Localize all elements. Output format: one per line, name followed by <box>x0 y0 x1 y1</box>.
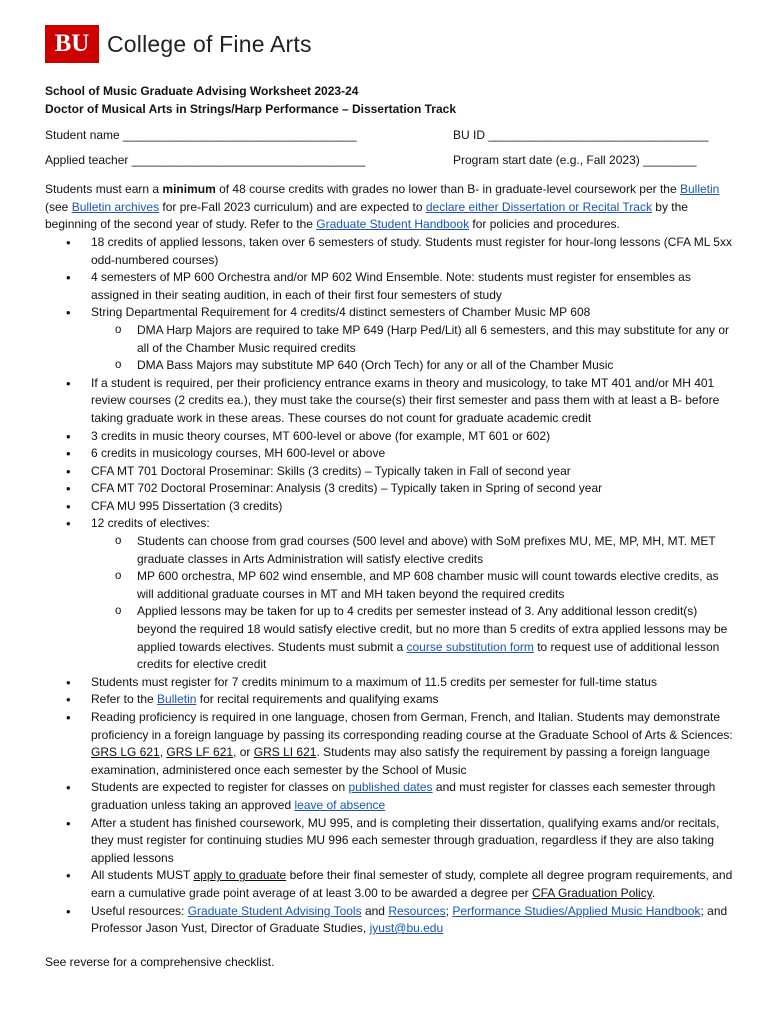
cfa-graduation-policy-link[interactable]: CFA Graduation Policy <box>531 885 652 900</box>
list-item-text: ; <box>445 903 453 918</box>
declare-track-link[interactable]: declare either Dissertation or Recital Track <box>425 199 652 214</box>
graduate-handbook-link[interactable]: Graduate Student Handbook <box>316 217 470 232</box>
list-item-text: , or <box>233 745 254 760</box>
sub-list-item: o MP 600 orchestra, MP 602 wind ensemble, and MP 608 chamber music will count towards elective credits, as will additional graduate courses in MT and MH taken beyond the required credits <box>91 568 735 603</box>
grs-lg-621-link[interactable]: GRS LG 621 <box>91 745 160 760</box>
title-line-1: School of Music Graduate Advising Worksheet 2023-24 <box>45 84 359 98</box>
list-item-text: ; and Professor Jason Yust, Director of Graduate Studies, <box>91 903 728 936</box>
list-item-text: String Departmental Requirement for 4 credits/4 distinct semesters of Chamber Music MP 608 <box>91 305 591 320</box>
list-item-text: Useful resources: <box>91 903 188 918</box>
list-item <box>45 903 735 938</box>
list-item-text: All students MUST <box>91 868 194 883</box>
bulletin-archives-link[interactable]: Bulletin archives <box>71 199 160 214</box>
list-item <box>45 515 735 673</box>
sub-list-item: o Students can choose from grad courses (500 level and above) with SoM prefixes MU, ME, MP, MH, MT. MET graduate classes in Arts Administration will satisfy elective credits <box>91 533 735 568</box>
worksheet-content <box>45 83 735 983</box>
list-item: • CFA MT 701 Doctoral Proseminar: Skills (3 credits) – Typically taken in Fall of second year <box>45 463 735 481</box>
list-item <box>45 304 735 374</box>
course-substitution-link[interactable]: course substitution form <box>406 639 534 654</box>
list-item-text: 12 credits of electives: <box>91 516 210 531</box>
list-item <box>45 779 735 814</box>
advising-tools-link[interactable]: Graduate Student Advising Tools <box>187 903 362 918</box>
list-item <box>45 691 735 709</box>
list-item-text: for recital requirements and qualifying exams <box>196 692 439 707</box>
list-item: • CFA MU 995 Dissertation (3 credits) <box>45 498 735 516</box>
bulletin-recital-link[interactable]: Bulletin <box>157 692 197 707</box>
list-item: • 18 credits of applied lessons, taken over 6 semesters of study. Students must register for hour-long lessons (CFA ML 5xx odd-numbered courses) <box>45 234 735 269</box>
list-item-text: Students are expected to register for classes on <box>91 780 349 795</box>
bu-logo-mark: BU <box>45 25 99 63</box>
student-name-field[interactable]: Student name ___________________________________ <box>45 128 357 143</box>
list-item <box>45 709 735 779</box>
list-item-text: , <box>159 745 167 760</box>
intro-text: (see <box>45 199 72 214</box>
intro-text: Students must earn a <box>45 182 163 197</box>
sub-list <box>91 533 735 674</box>
email-link[interactable]: jyust@bu.edu <box>369 921 444 936</box>
logo-text: College of Fine Arts <box>107 30 312 57</box>
footer-note: See reverse for a comprehensive checklist. <box>45 954 275 969</box>
intro-text: of 48 course credits with grades no lower than B- in graduate-level coursework per the <box>215 182 680 197</box>
list-item: • 4 semesters of MP 600 Orchestra and/or MP 602 Wind Ensemble. Note: students must register for ensembles as assigned in their seating audition, in each of their first four semesters of study <box>45 269 735 304</box>
field-row-1 <box>45 127 735 152</box>
grs-lf-621-link[interactable]: GRS LF 621 <box>166 745 234 760</box>
list-item-text: Refer to the <box>91 692 158 707</box>
bu-cfa-logo <box>45 25 312 63</box>
bu-id-field[interactable]: BU ID _________________________________ <box>453 128 709 143</box>
list-item: • CFA MT 702 Doctoral Proseminar: Analysis (3 credits) – Typically taken in Spring of second year <box>45 480 735 498</box>
title-line-2: Doctor of Musical Arts in Strings/Harp Performance – Dissertation Track <box>45 101 456 116</box>
leave-of-absence-link[interactable]: leave of absence <box>294 797 386 812</box>
list-item-text: Reading proficiency is required in one language, chosen from German, French, and Italian. Students may demonstrate proficiency in a foreign language by passing its corresponding reading course at the Graduate School of Arts & Sciences: <box>91 710 733 742</box>
published-dates-link[interactable]: published dates <box>348 780 433 795</box>
bulletin-link[interactable]: Bulletin <box>680 182 720 197</box>
grs-li-621-link[interactable]: GRS LI 621 <box>253 745 317 760</box>
sub-list-item <box>91 603 735 673</box>
intro-text: for policies and procedures. <box>469 217 620 232</box>
requirements-list <box>45 234 735 938</box>
list-item-text: Applied lessons may be taken for up to 4 credits per semester instead of 3. Any additional lesson credit(s) beyond the required 18 would satisfy elective credit, but no more than 5 credits of extra applied lessons may be applied towards electives. Students must submit a <box>137 604 728 654</box>
list-item-text: before their final semester of study, complete all degree program requirements, and earn a cumulative grade point average of at least 3.00 to be awarded a degree per <box>91 868 733 900</box>
list-item: • 3 credits in music theory courses, MT 600-level or above (for example, MT 601 or 602) <box>45 428 735 446</box>
list-item: • Students must register for 7 credits minimum to a maximum of 11.5 credits per semester for full-time status <box>45 674 735 692</box>
performance-handbook-link[interactable]: Performance Studies/Applied Music Handbook <box>452 903 701 918</box>
intro-text: by the beginning of the second year of study. Refer to the <box>45 199 688 232</box>
sub-list-item: o DMA Bass Majors may substitute MP 640 (Orch Tech) for any or all of the Chamber Music <box>91 357 735 375</box>
list-item-text: . Students may also satisfy the requirement by passing a foreign language examination, administered once each semester by the School of Music <box>91 745 711 777</box>
apply-to-graduate-link[interactable]: apply to graduate <box>193 868 287 883</box>
intro-bold: minimum <box>162 182 216 197</box>
list-item-text: . <box>651 885 656 900</box>
list-item-text: to request use of additional lesson credits for elective credit <box>137 639 720 672</box>
list-item-text: and must register for classes each semester through graduation unless taking an approved <box>91 780 716 812</box>
list-item-text: and <box>361 903 389 918</box>
intro-text: for pre-Fall 2023 curriculum) and are expected to <box>159 199 426 214</box>
list-item: • 6 credits in musicology courses, MH 600-level or above <box>45 445 735 463</box>
field-row-2 <box>45 152 735 177</box>
list-item <box>45 867 735 902</box>
sub-list-item: o DMA Harp Majors are required to take MP 649 (Harp Ped/Lit) all 6 semesters, and this may substitute for any or all of the Chamber Music required credits <box>91 322 735 357</box>
list-item: • After a student has finished coursework, MU 995, and is completing their dissertation, qualifying exams and/or recitals, they must register for continuing studies MU 996 each semester through graduation, regardless if they are also taking applied lessons <box>45 815 735 868</box>
applied-teacher-field[interactable]: Applied teacher ___________________________________ <box>45 152 366 167</box>
list-item: • If a student is required, per their proficiency entrance exams in theory and musicology, to take MT 401 and/or MH 401 review courses (2 credits ea.), they must take the course(s) their first semester and pass them with at least a B- before taking graduate work in these areas. These courses do not count for graduate academic credit <box>45 375 735 428</box>
program-start-field[interactable]: Program start date (e.g., Fall 2023) ________ <box>453 152 697 167</box>
student-fields <box>45 127 735 176</box>
sub-list <box>91 322 735 375</box>
intro-paragraph <box>45 181 735 234</box>
resources-link[interactable]: Resources <box>388 903 446 918</box>
